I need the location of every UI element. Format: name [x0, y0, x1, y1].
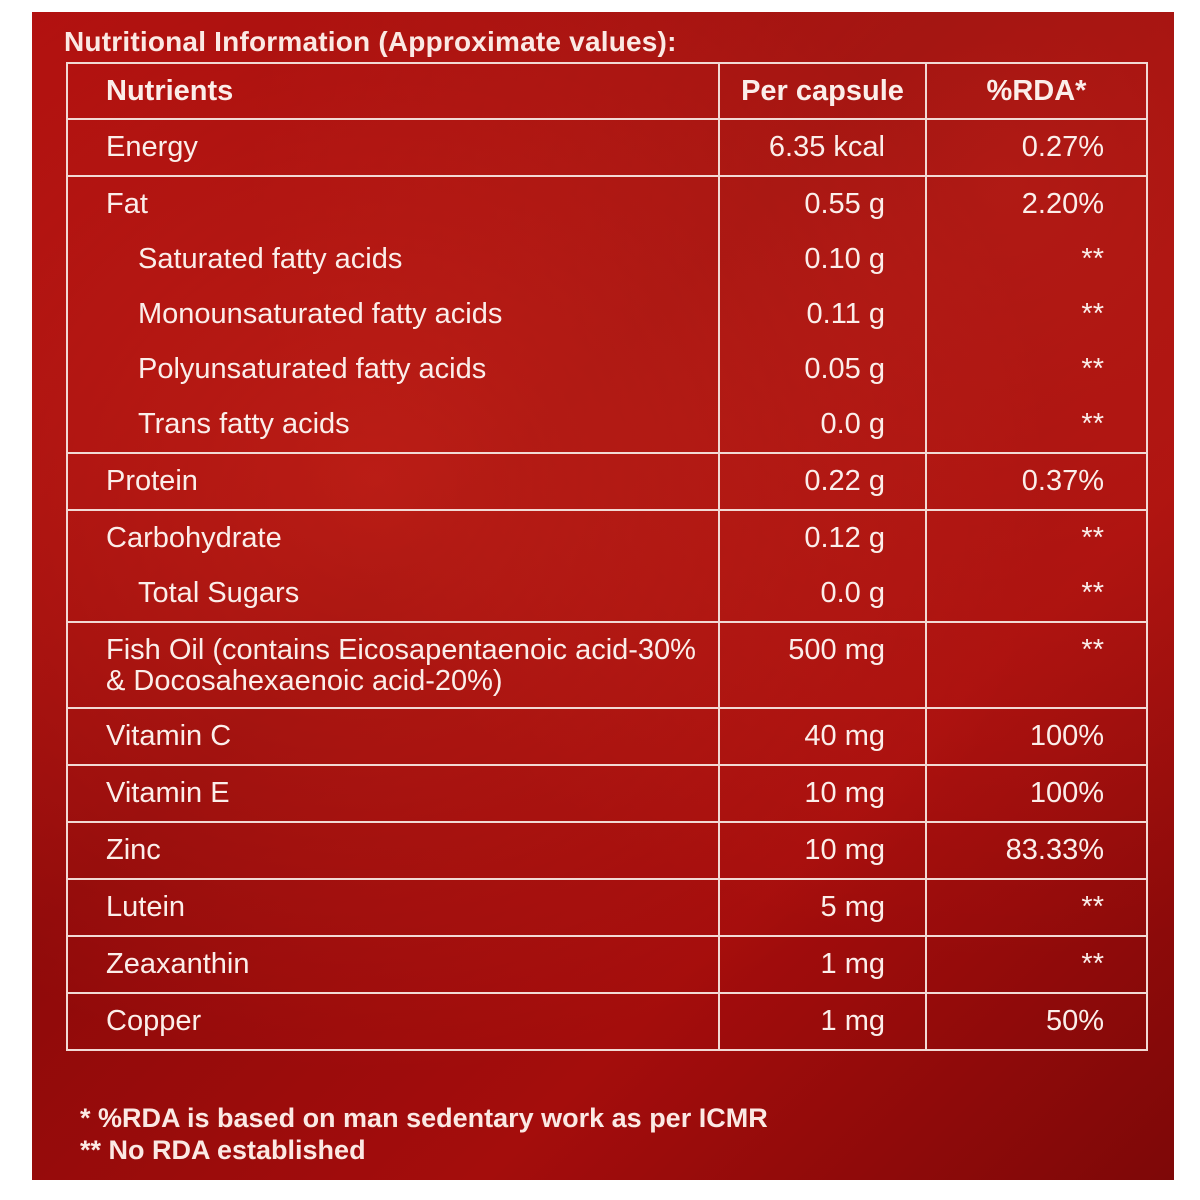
table-row-lutein [67, 879, 1147, 936]
nutrient-amount: 40 mg [804, 720, 885, 752]
nutrient-amount: 500 mg [788, 634, 885, 666]
nutrient-name: Carbohydrate [106, 522, 282, 554]
nutrient-rda: ** [1081, 891, 1104, 923]
nutrition-table [66, 62, 1148, 1051]
nutrient-amount: 0.0 g [820, 408, 885, 440]
nutrient-name: Total Sugars [138, 577, 300, 609]
nutrient-amount: 0.10 g [804, 243, 885, 275]
table-row-zeaxanthin [67, 936, 1147, 993]
nutrient-rda: ** [1081, 577, 1104, 609]
nutrient-amount: 5 mg [820, 891, 885, 923]
header-per-capsule: Per capsule [719, 63, 926, 119]
nutrient-amount: 0.11 g [806, 298, 885, 330]
nutrient-name: Saturated fatty acids [138, 243, 403, 275]
header-rda: %RDA* [926, 63, 1147, 119]
nutrient-rda: 100% [1029, 777, 1104, 809]
nutrient-name: Protein [106, 465, 198, 497]
nutrient-name: Fish Oil (contains Eicosapentaenoic acid-30% & Docosahexaenoic acid-20%) [106, 634, 696, 697]
nutrient-amount: 0.22 g [804, 465, 885, 497]
table-row-protein [67, 453, 1147, 510]
nutrient-amount: 10 mg [804, 777, 885, 809]
nutrient-name: Monounsaturated fatty acids [138, 298, 503, 330]
nutrient-rda: ** [1081, 634, 1104, 666]
nutrition-label-panel [32, 12, 1174, 1180]
nutrient-amount: 0.05 g [804, 353, 885, 385]
nutrient-amount: 1 mg [820, 948, 885, 980]
nutrient-name: Polyunsaturated fatty acids [138, 353, 487, 385]
nutrient-rda: 0.37% [1021, 465, 1104, 497]
table-row-zinc [67, 822, 1147, 879]
nutrient-rda: ** [1081, 408, 1104, 440]
nutrient-amount: 0.12 g [804, 522, 885, 554]
nutrient-amount: 1 mg [820, 1005, 885, 1037]
table-row-vitamin-e [67, 765, 1147, 822]
footnote-no-rda: ** No RDA established [80, 1135, 366, 1165]
table-header-row [67, 63, 1147, 119]
nutrient-name: Fat [106, 188, 148, 220]
nutrient-name: Trans fatty acids [138, 408, 350, 440]
footnotes [80, 1102, 768, 1166]
nutrient-rda: ** [1081, 353, 1104, 385]
nutrient-rda: ** [1081, 298, 1104, 330]
nutrient-name: Zeaxanthin [106, 948, 250, 980]
nutrient-rda: 83.33% [1005, 834, 1104, 866]
nutrient-rda: ** [1081, 948, 1104, 980]
table-row-energy [67, 119, 1147, 176]
table-row-copper [67, 993, 1147, 1050]
table-row-fat-group [67, 176, 1147, 453]
nutrient-rda: 50% [1045, 1005, 1104, 1037]
nutrient-name: Lutein [106, 891, 186, 923]
nutrition-title: Nutritional Information (Approximate values): [64, 26, 677, 57]
table-row-fish-oil [67, 622, 1147, 708]
nutrient-amount: 0.55 g [804, 188, 885, 220]
nutrient-amount: 0.0 g [820, 577, 885, 609]
nutrient-name: Copper [106, 1005, 202, 1037]
table-row-carbohydrate-group [67, 510, 1147, 622]
footnote-rda-basis: * %RDA is based on man sedentary work as per ICMR [80, 1103, 768, 1133]
nutrient-name: Vitamin C [106, 720, 232, 752]
nutrient-rda: ** [1081, 243, 1104, 275]
table-row-vitamin-c [67, 708, 1147, 765]
nutrient-rda: 0.27% [1021, 131, 1104, 163]
nutrient-rda: 100% [1029, 720, 1104, 752]
nutrient-amount: 10 mg [804, 834, 885, 866]
nutrient-rda: ** [1081, 522, 1104, 554]
header-nutrients: Nutrients [67, 63, 719, 119]
nutrient-name: Vitamin E [106, 777, 230, 809]
nutrient-rda: 2.20% [1021, 188, 1104, 220]
nutrient-amount: 6.35 kcal [768, 131, 885, 163]
nutrient-name: Energy [106, 131, 198, 163]
nutrient-name: Zinc [106, 834, 161, 866]
